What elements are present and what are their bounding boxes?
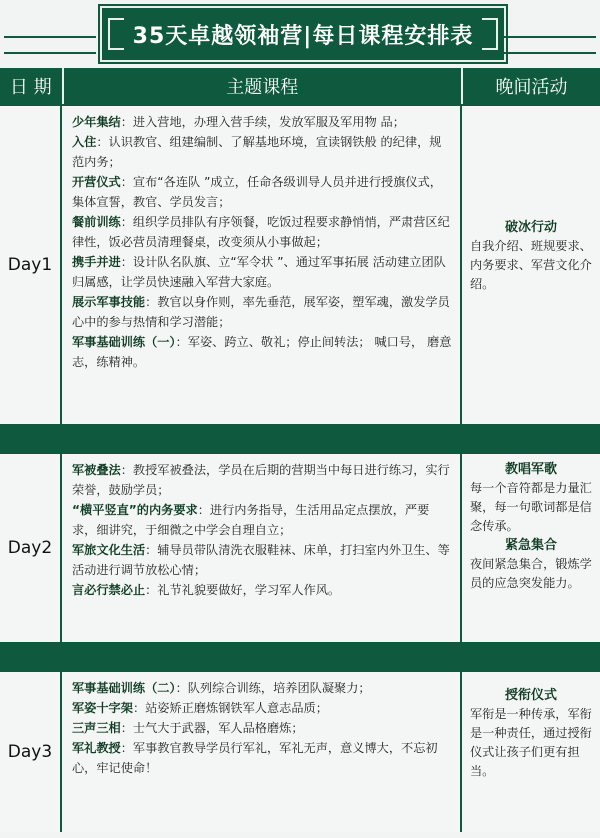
topic-text: ：士气大于武器，军人品格磨炼； [120, 721, 304, 735]
topic-text: ：进入营地，办理入营手续，发放军服及军用物 品； [120, 115, 405, 129]
topic-key: 携手并进 [72, 255, 121, 269]
topic-key: 军姿十字架 [72, 701, 133, 715]
evening-text: 每一个音符都是力量汇聚，每一句歌词都是信念传承。 [470, 481, 592, 533]
column-header-topic: 主题课程 [64, 68, 463, 104]
topic-key: 军事基础训练（二） [72, 681, 176, 695]
column-header-date: 日 期 [0, 68, 64, 104]
day-label: Day2 [0, 454, 62, 642]
column-header-row [0, 68, 600, 104]
evening-cell [462, 106, 600, 424]
topic-text: ：教授军被叠法，学员在后期的营期当中每日进行练习，实行荣誉，鼓励学员； [72, 463, 450, 497]
topic-item [72, 718, 452, 738]
evening-cell [462, 672, 600, 832]
evening-heading: 授衔仪式 [504, 688, 557, 703]
topic-key: 开营仪式 [72, 175, 121, 189]
topic-text: ：站姿矫正磨炼钢铁军人意志品质； [132, 701, 328, 715]
topic-key: 言必行禁必止 [72, 583, 146, 597]
header-ornament-right [504, 36, 596, 54]
topic-item [72, 332, 452, 372]
topic-item [72, 678, 452, 698]
day-label: Day1 [0, 106, 62, 424]
topic-cell [62, 672, 462, 832]
topic-text: ：军事教官教导学员行军礼，军礼无声，意义博大，不忘初心，牢记使命！ [72, 741, 438, 775]
page-title: 35天卓越领袖营|每日课程安排表 [132, 23, 474, 49]
evening-text: 自我介绍、班规要求、内务要求、军营文化介绍。 [470, 239, 592, 291]
row-separator-band [0, 642, 600, 670]
day-row [0, 104, 600, 424]
evening-heading: 破冰行动 [504, 220, 557, 235]
day-row [0, 452, 600, 642]
topic-cell [62, 454, 462, 642]
topic-item [72, 172, 452, 212]
topic-key: “横平竖直”的内务要求 [72, 503, 198, 517]
topic-text: ：军姿、跨立、敬礼；停止间转法； 喊口号， 磨意志，练精神。 [72, 335, 452, 369]
topic-text: ：教官以身作则，率先垂范，展军姿，塑军魂，激发学员心中的参与热情和学习潜能； [72, 295, 450, 329]
topic-item [72, 112, 452, 132]
topic-item [72, 460, 452, 500]
topic-key: 餐前训练 [72, 215, 121, 229]
topic-text: ：认识教官、组建编制、了解基地环境，宣读钢铁般 的纪律，规范内务； [72, 135, 442, 169]
topic-text: ：宣布“各连队 ”成立，任命各级训导人员并进行授旗仪式，集体宣誓，教官、学员发言； [72, 175, 442, 209]
header [0, 0, 600, 68]
topic-item [72, 698, 452, 718]
topic-item [72, 540, 452, 580]
day-label: Day3 [0, 672, 62, 832]
schedule-table [0, 68, 600, 832]
topic-item [72, 738, 452, 778]
topic-text: ：组织学员排队有序领餐，吃饭过程要求静悄悄，严肃营区纪律性，饭必营员清理餐桌，改变须从小事做起； [72, 215, 450, 249]
topic-item [72, 132, 452, 172]
topic-text: ：设计队名队旗、立“军令状 ”、通过军事拓展 活动建立团队归属感，让学员快速融入军营大家庭。 [72, 255, 446, 289]
title-banner [100, 6, 506, 62]
topic-key: 军礼教授 [72, 741, 121, 755]
topic-item [72, 580, 452, 600]
topic-item [72, 212, 452, 252]
day-row [0, 670, 600, 832]
topic-text: ：进行内务指导，生活用品定点摆放，严要求，细讲究，于细微之中学会自理自立； [72, 503, 430, 537]
topic-key: 军旅文化生活 [72, 543, 146, 557]
topic-text: ：队列综合训练，培养团队凝聚力； [175, 681, 371, 695]
row-separator-band [0, 424, 600, 452]
topic-key: 少年集结 [72, 115, 121, 129]
evening-cell [462, 454, 600, 642]
topic-text: ：辅导员带队清洗衣服鞋袜、床单，打扫室内外卫生、等活动进行调节放松心情； [72, 543, 450, 577]
topic-key: 军被叠法 [72, 463, 121, 477]
topic-key: 军事基础训练（一） [72, 335, 176, 349]
header-ornament-left [4, 36, 96, 54]
topic-key: 三声三相 [72, 721, 121, 735]
topic-text: ：礼节礼貌要做好，学习军人作风。 [145, 583, 341, 597]
topic-item [72, 252, 452, 292]
topic-key: 展示军事技能 [72, 295, 146, 309]
topic-cell [62, 106, 462, 424]
evening-text: 军衔是一种传承，军衔是一种责任，通过授衔仪式让孩子们更有担当。 [470, 707, 592, 778]
evening-text: 夜间紧急集合，锻炼学员的应急突发能力。 [470, 557, 592, 590]
topic-key: 入住 [72, 135, 97, 149]
column-header-evening: 晚间活动 [495, 77, 568, 98]
evening-heading: 紧急集合 [504, 538, 557, 553]
topic-item [72, 500, 452, 540]
topic-item [72, 292, 452, 332]
evening-heading: 教唱军歌 [504, 462, 557, 477]
